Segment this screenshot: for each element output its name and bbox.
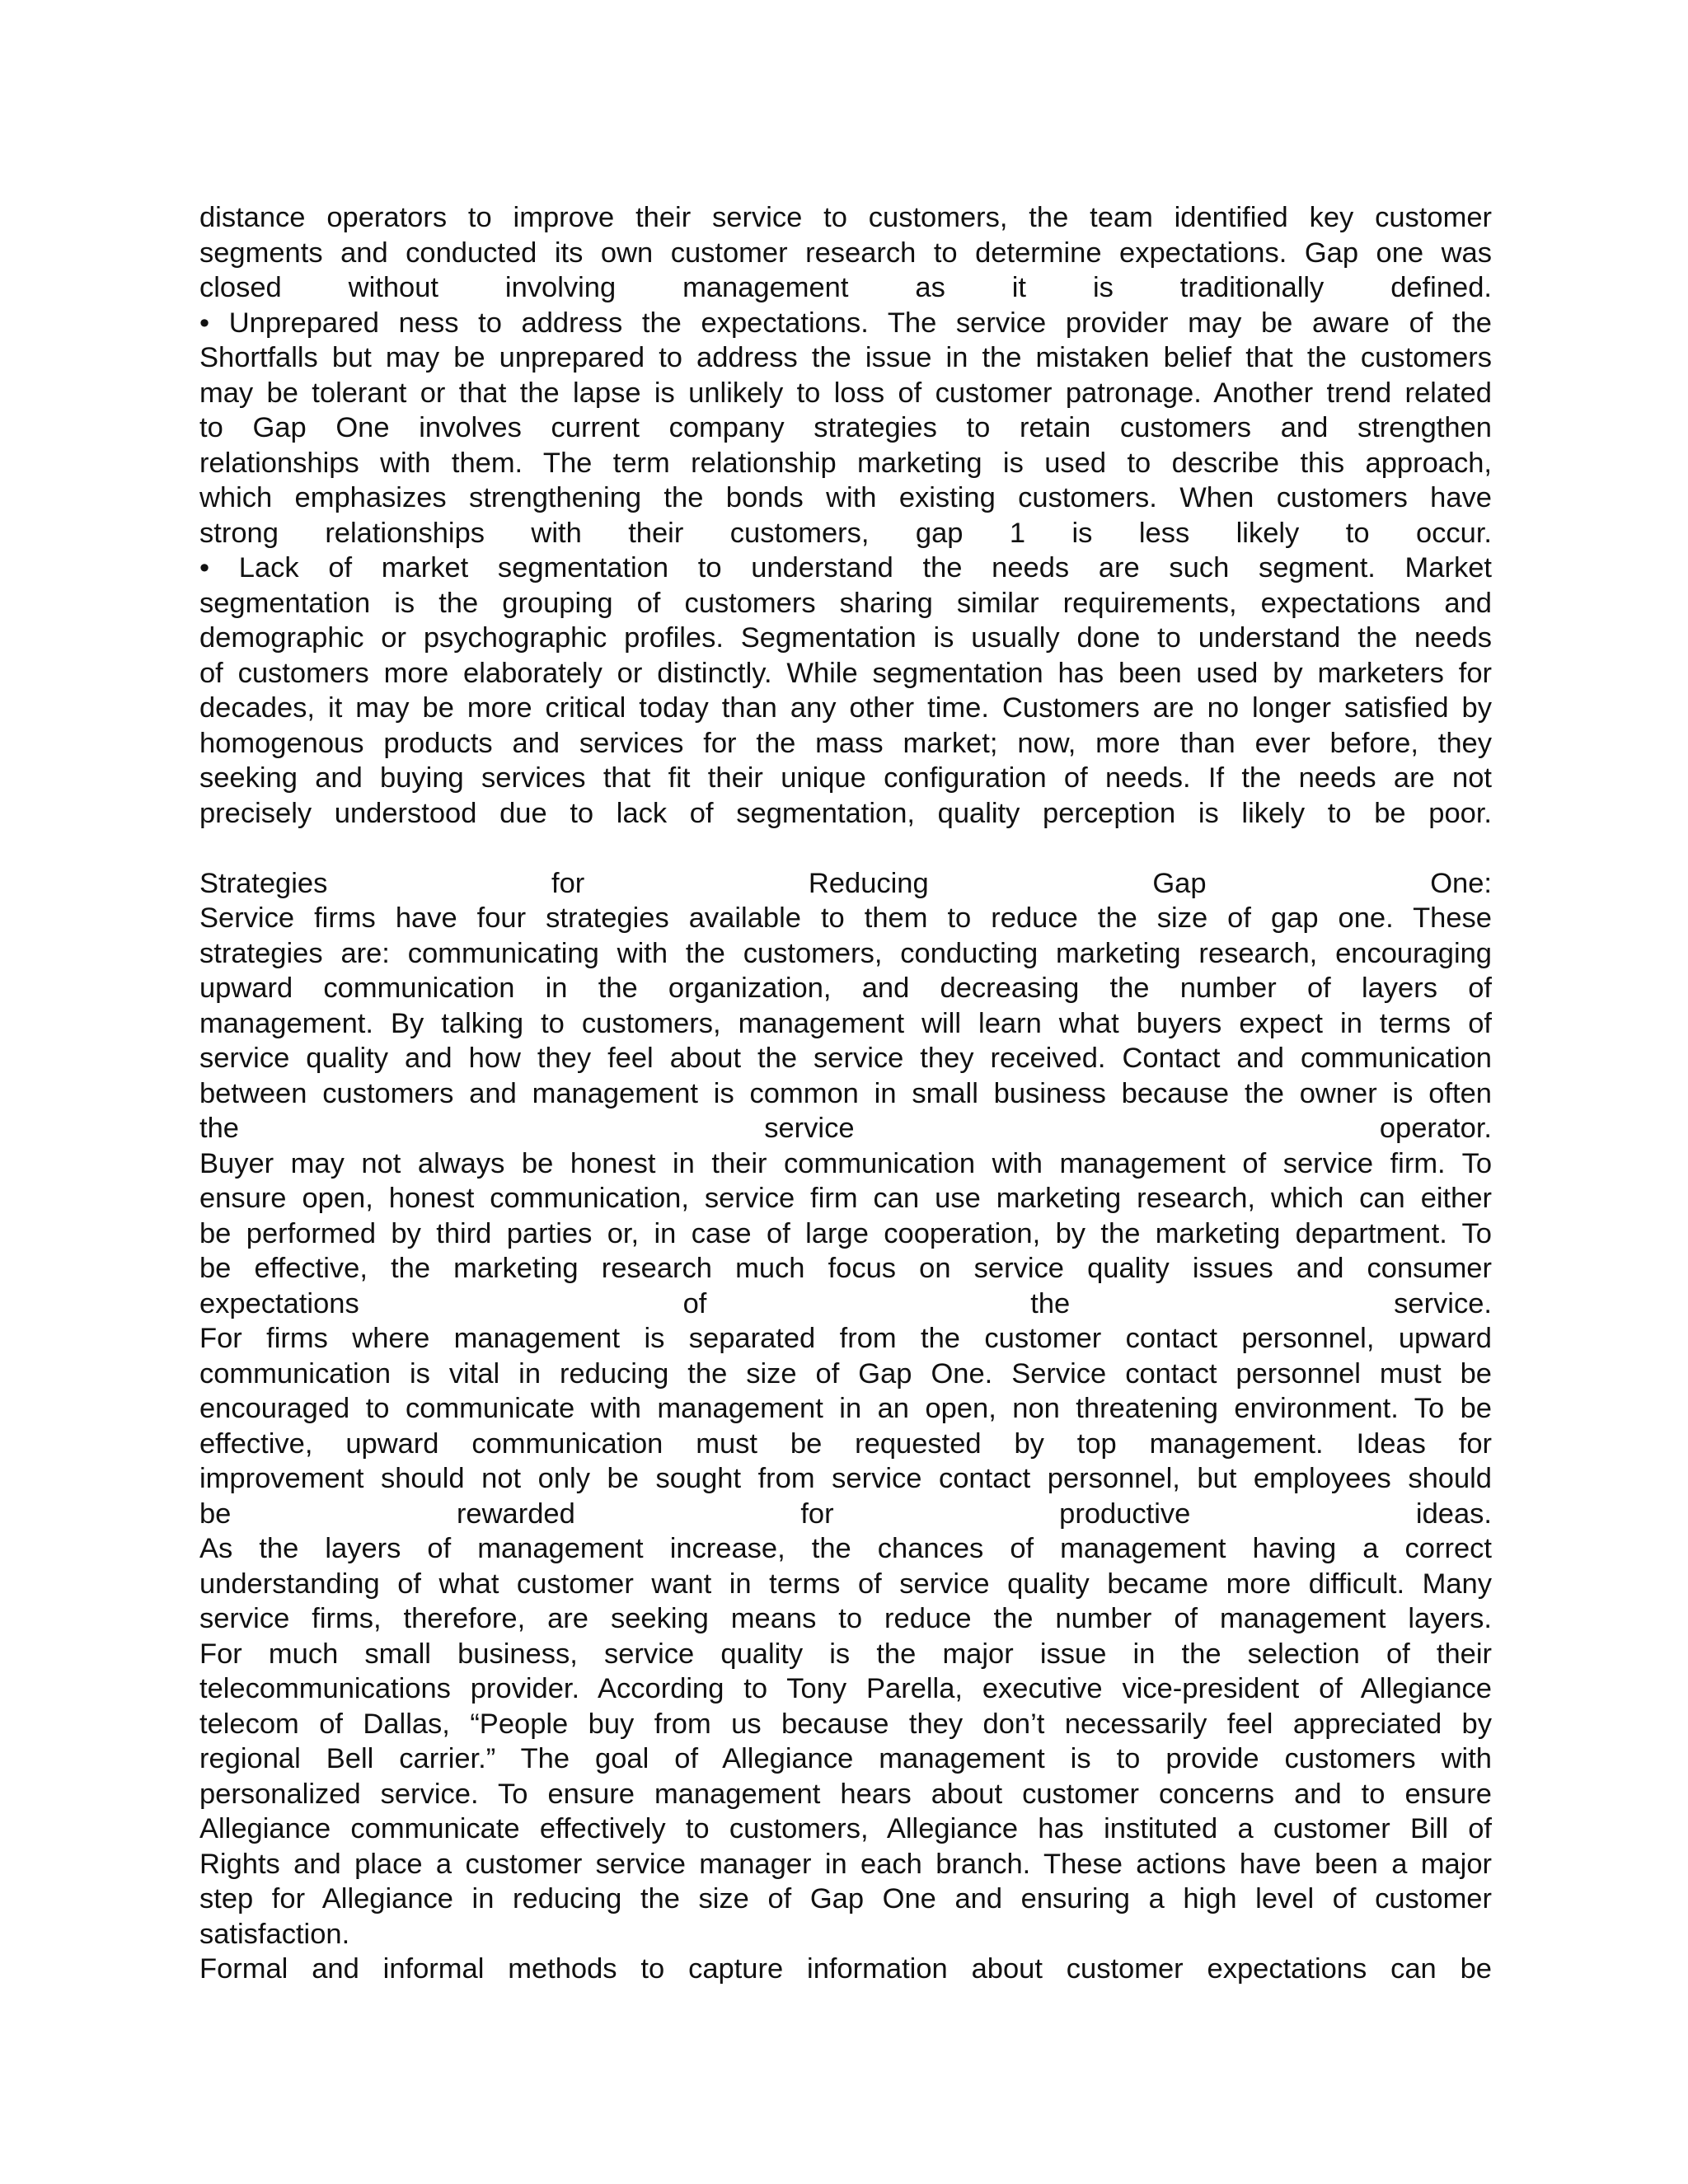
text-line: be performed by third parties or, in case of large cooperation, by the marketing department. To (199, 1217, 1492, 1249)
text-line: regional Bell carrier.” The goal of Allegiance management is to provide customers with (199, 1743, 1492, 1774)
text-line: Shortfalls but may be unprepared to address the issue in the mistaken belief that the customers (199, 342, 1492, 373)
text-line: the service operator. (199, 1113, 1492, 1144)
text-line: service quality and how they feel about the service they received. Contact and communication (199, 1043, 1492, 1074)
text-line: be effective, the marketing research much focus on service quality issues and consumer (199, 1253, 1492, 1284)
text-line: seeking and buying services that fit their unique configuration of needs. If the needs are not (199, 762, 1492, 794)
text-line: ensure open, honest communication, service firm can use marketing research, which can either (199, 1183, 1492, 1214)
text-line: Rights and place a customer service manager in each branch. These actions have been a major (199, 1848, 1492, 1880)
text-line: management. By talking to customers, management will learn what buyers expect in terms of (199, 1007, 1492, 1039)
text-line: demographic or psychographic profiles. Segmentation is usually done to understand the needs (199, 622, 1492, 654)
bullet-line: • Unprepared ness to address the expectations. The service provider may be aware of the (199, 307, 1492, 339)
text-line: Formal and informal methods to capture information about customer expectations can be (199, 1953, 1492, 1985)
text-line: strategies are: communicating with the customers, conducting marketing research, encouraging (199, 937, 1492, 969)
text-line: encouraged to communicate with management in an open, non threatening environment. To be (199, 1393, 1492, 1424)
text-line: communication is vital in reducing the size of Gap One. Service contact personnel must be (199, 1357, 1492, 1390)
text-line: For much small business, service quality is the major issue in the selection of their (199, 1638, 1492, 1670)
text-line: satisfaction. (199, 1918, 350, 1950)
text-line: decades, it may be more critical today than any other time. Customers are no longer satisfied by (199, 692, 1492, 724)
text-line: Allegiance communicate effectively to customers, Allegiance has instituted a customer Bill of (199, 1813, 1492, 1844)
text-line: between customers and management is common in small business because the owner is often (199, 1077, 1492, 1109)
text-line: to Gap One involves current company strategies to retain customers and strengthen (199, 412, 1492, 443)
text-line: telecommunications provider. According to Tony Parella, executive vice-president of Allegiance (199, 1673, 1492, 1704)
text-line: which emphasizes strengthening the bonds with existing customers. When customers have (199, 482, 1492, 513)
text-line: As the layers of management increase, the chances of management having a correct (199, 1533, 1492, 1564)
text-line: Service firms have four strategies available to them to reduce the size of gap one. These (199, 902, 1492, 934)
text-line: step for Allegiance in reducing the size of Gap One and ensuring a high level of customer (199, 1883, 1492, 1915)
text-line: Buyer may not always be honest in their communication with management of service firm. To (199, 1147, 1492, 1179)
text-line: effective, upward communication must be requested by top management. Ideas for (199, 1427, 1492, 1460)
text-line: segments and conducted its own customer research to determine expectations. Gap one was (199, 237, 1492, 269)
text-line: understanding of what customer want in terms of service quality became more difficult. Many (199, 1568, 1492, 1600)
text-line: of customers more elaborately or distinctly. While segmentation has been used by marketers for (199, 657, 1492, 689)
text-line: For firms where management is separated from the customer contact personnel, upward (199, 1323, 1492, 1354)
text-line: strong relationships with their customers, gap 1 is less likely to occur. (199, 517, 1492, 549)
text-line: improvement should not only be sought from service contact personnel, but employees should (199, 1463, 1492, 1494)
text-line: closed without involving management as it is traditionally defined. (199, 272, 1492, 303)
text-line: service firms, therefore, are seeking means to reduce the number of management layers. (199, 1603, 1492, 1634)
text-line: be rewarded for productive ideas. (199, 1497, 1492, 1530)
text-line: relationships with them. The term relationship marketing is used to describe this approach, (199, 447, 1492, 479)
text-line: expectations of the service. (199, 1287, 1492, 1319)
text-line: homogenous products and services for the mass market; now, more than ever before, they (199, 727, 1492, 759)
text-line: personalized service. To ensure management hears about customer concerns and to ensure (199, 1778, 1492, 1810)
blank-line (199, 831, 1492, 866)
text-line: precisely understood due to lack of segmentation, quality perception is likely to be poor. (199, 797, 1492, 829)
section-heading: Strategies for Reducing Gap One: (199, 867, 1492, 899)
document-page (199, 200, 1492, 1987)
text-line: may be tolerant or that the lapse is unlikely to loss of customer patronage. Another trend related (199, 377, 1492, 409)
text-line: distance operators to improve their service to customers, the team identified key customer (199, 202, 1492, 233)
bullet-line: • Lack of market segmentation to understand the needs are such segment. Market (199, 552, 1492, 583)
text-line: telecom of Dallas, “People buy from us because they don’t necessarily feel appreciated by (199, 1708, 1492, 1740)
text-line: upward communication in the organization, and decreasing the number of layers of (199, 972, 1492, 1004)
text-line: segmentation is the grouping of customers sharing similar requirements, expectations and (199, 587, 1492, 619)
